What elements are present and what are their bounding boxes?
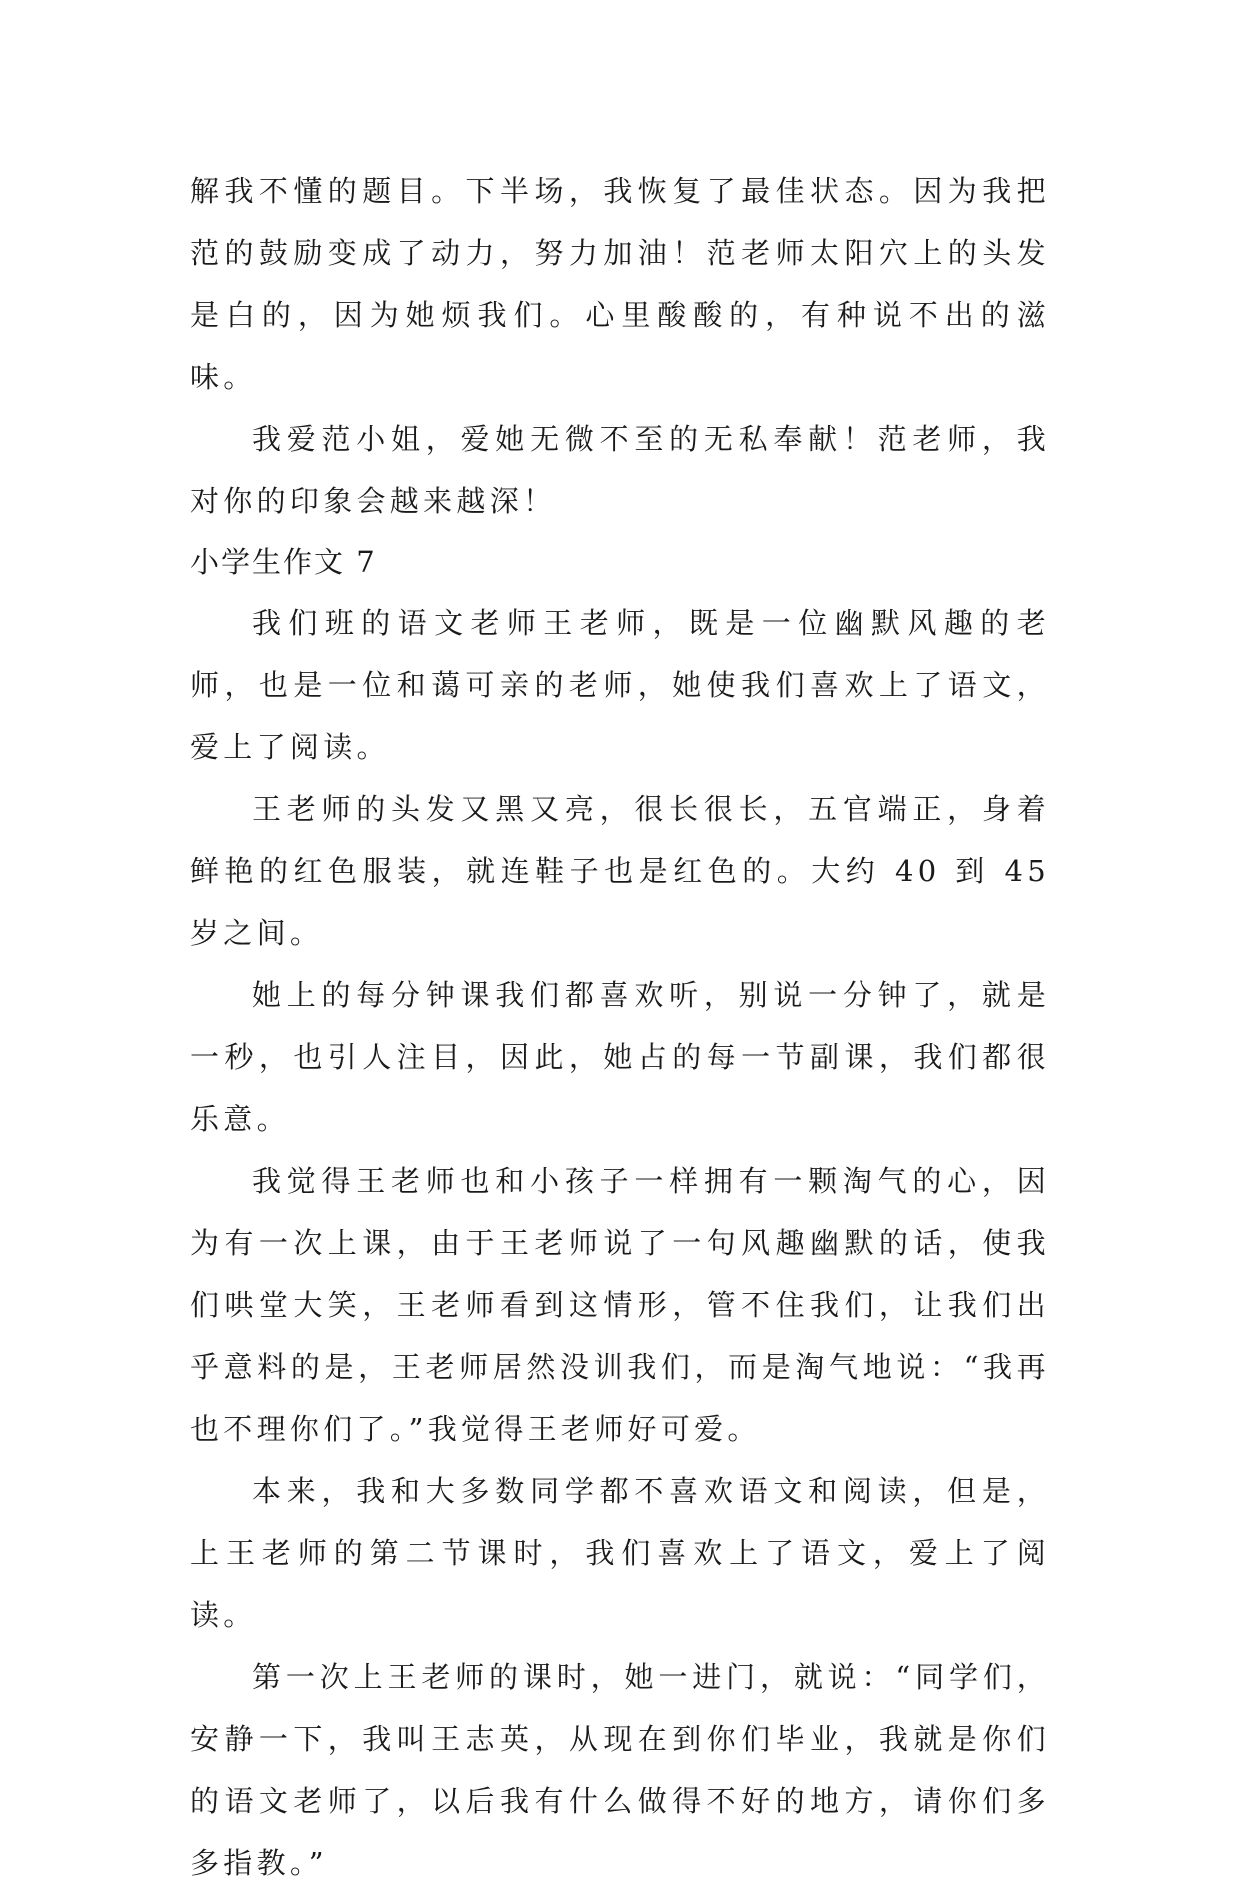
paragraph: 我爱范小姐，爱她无微不至的无私奉献！范老师，我对你的印象会越来越深！ (190, 422, 1050, 518)
section-title: 小学生作文 7 (190, 545, 377, 579)
paragraph: 解我不懂的题目。下半场，我恢复了最佳状态。因为我把范的鼓励变成了动力，努力加油！范老师太阳穴上的头发是白的，因为她烦我们。心里酸酸的，有种说不出的滋味。 (190, 174, 1050, 394)
paragraph: 我们班的语文老师王老师，既是一位幽默风趣的老师，也是一位和蔼可亲的老师，她使我们喜欢上了语文，爱上了阅读。 (190, 606, 1050, 764)
document-body (190, 160, 1050, 1894)
paragraph: 王老师的头发又黑又亮，很长很长，五官端正，身着鲜艳的红色服装，就连鞋子也是红色的。大约 40 到 45 岁之间。 (190, 792, 1050, 950)
paragraph: 本来，我和大多数同学都不喜欢语文和阅读，但是，上王老师的第二节课时，我们喜欢上了语文，爱上了阅读。 (190, 1474, 1050, 1632)
paragraph: 我觉得王老师也和小孩子一样拥有一颗淘气的心，因为有一次上课，由于王老师说了一句风趣幽默的话，使我们哄堂大笑，王老师看到这情形，管不住我们，让我们出乎意料的是，王老师居然没训我们，而是淘气地说：“我再也不理你们了。”我觉得王老师好可爱。 (190, 1164, 1050, 1446)
paragraph: 她上的每分钟课我们都喜欢听，别说一分钟了，就是一秒，也引人注目，因此，她占的每一节副课，我们都很乐意。 (190, 978, 1050, 1136)
paragraph: 第一次上王老师的课时，她一进门，就说：“同学们，安静一下，我叫王志英，从现在到你们毕业，我就是你们的语文老师了，以后我有什么做得不好的地方，请你们多多指教。” (190, 1660, 1050, 1880)
